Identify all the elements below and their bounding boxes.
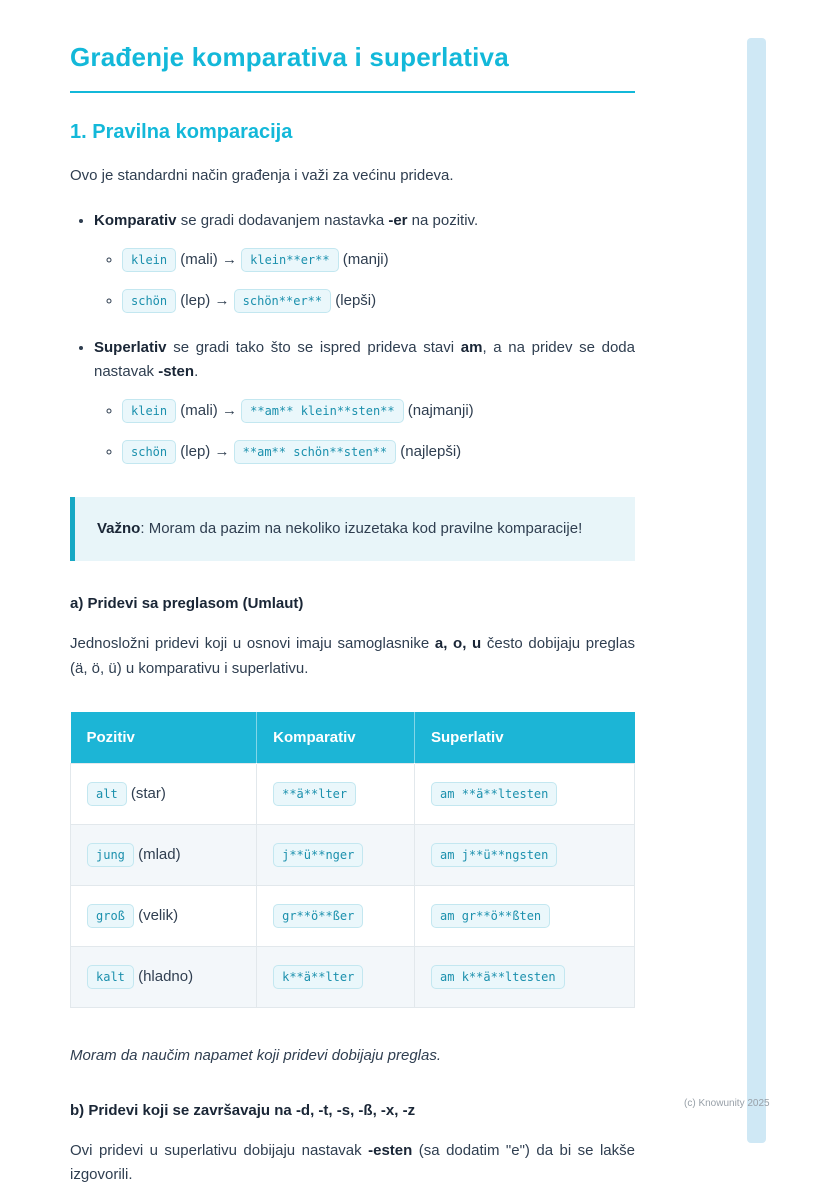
table-cell	[71, 885, 257, 946]
callout-box	[70, 497, 635, 561]
bold-text: -sten	[158, 363, 194, 380]
text-run: (star)	[127, 785, 166, 802]
table-cell	[71, 824, 257, 885]
inline-code: schön	[122, 289, 176, 313]
text-run: .	[194, 363, 198, 380]
inline-code: am gr**ö**ßten	[431, 904, 550, 928]
callout-text	[97, 516, 613, 542]
text-run: na pozitiv.	[408, 212, 479, 229]
comparison-table	[70, 712, 635, 1008]
list-item-komparativ	[94, 209, 635, 316]
table-cell	[257, 946, 415, 1007]
text-run: : Moram da pazim na nekoliko izuzetaka kod pravilne komparacije!	[140, 520, 582, 537]
inline-code: schön**er**	[234, 289, 331, 313]
inline-code: kalt	[87, 965, 134, 989]
table-header-cell: Superlativ	[415, 712, 635, 764]
inline-code: j**ü**nger	[273, 843, 363, 867]
table-header-cell: Pozitiv	[71, 712, 257, 764]
table-row	[71, 763, 635, 824]
text-run: (mali) →	[176, 402, 241, 419]
inline-code: klein	[122, 248, 176, 272]
table-cell	[257, 885, 415, 946]
inline-code: k**ä**lter	[273, 965, 363, 989]
bold-text: Važno	[97, 520, 140, 537]
bold-text: Superlativ	[94, 339, 167, 356]
inline-code: groß	[87, 904, 134, 928]
inline-code: jung	[87, 843, 134, 867]
table-cell	[257, 763, 415, 824]
list-item	[122, 397, 635, 426]
table-header-cell: Komparativ	[257, 712, 415, 764]
list-item	[122, 246, 635, 275]
table-row	[71, 824, 635, 885]
text-run: Jednosložni pridevi koji u osnovi imaju samoglasnike	[70, 635, 435, 652]
inline-code: gr**ö**ßer	[273, 904, 363, 928]
list-item	[122, 287, 635, 316]
inline-code: **ä**lter	[273, 782, 356, 806]
inline-code: **am** klein**sten**	[241, 399, 404, 423]
intro-paragraph: Ovo je standardni način građenja i važi za većinu prideva.	[70, 164, 635, 189]
subsection-b-heading: b) Pridevi koji se završavaju na -d, -t, -s, -ß, -x, -z	[70, 1102, 635, 1119]
section-1-heading: 1. Pravilna komparacija	[70, 121, 635, 144]
page-title: Građenje komparativa i superlativa	[70, 42, 635, 93]
example-text	[122, 292, 376, 309]
text-run: (najlepši)	[396, 443, 461, 460]
subsection-a-heading: a) Pridevi sa preglasom (Umlaut)	[70, 595, 635, 612]
text-run: (lep) →	[176, 292, 234, 309]
table-cell	[415, 763, 635, 824]
text-run: često dobijaju preglas (ä, ö, ü) u komparativu i superlativu.	[70, 635, 635, 677]
text-run: se gradi dodavanjem nastavka	[177, 212, 389, 229]
example-text	[122, 402, 474, 419]
inline-code: am k**ä**ltesten	[431, 965, 565, 989]
text-run: , a na pridev se doda nastavak	[94, 339, 635, 380]
example-text	[122, 443, 461, 460]
inline-code: **am** schön**sten**	[234, 440, 397, 464]
list-item-text	[94, 339, 635, 380]
text-run: (mlad)	[134, 846, 181, 863]
text-run: (sa dodatim "e") da bi se lakše izgovorili.	[70, 1142, 635, 1184]
table-row	[71, 885, 635, 946]
bold-text: am	[461, 339, 483, 356]
bold-text: -esten	[368, 1142, 412, 1159]
subsection-a-paragraph	[70, 632, 635, 682]
inline-code: am **ä**ltesten	[431, 782, 557, 806]
table-row	[71, 946, 635, 1007]
bold-text: -er	[388, 212, 407, 229]
list-item-text	[94, 212, 478, 229]
inline-code: klein**er**	[241, 248, 338, 272]
text-run: (manji)	[339, 251, 389, 268]
rules-list	[70, 209, 635, 467]
text-run: Ovi pridevi u superlativu dobijaju nastavak	[70, 1142, 368, 1159]
list-item	[122, 438, 635, 467]
inline-code: klein	[122, 399, 176, 423]
text-run: (mali) →	[176, 251, 241, 268]
inline-code: schön	[122, 440, 176, 464]
text-run: (hladno)	[134, 968, 193, 985]
table-header-row	[71, 712, 635, 764]
text-run: se gradi tako što se ispred prideva stavi	[167, 339, 461, 356]
table-cell	[415, 824, 635, 885]
text-run: (velik)	[134, 907, 178, 924]
examples-list	[94, 397, 635, 467]
table-cell	[71, 763, 257, 824]
inline-code: am j**ü**ngsten	[431, 843, 557, 867]
text-run: (lepši)	[331, 292, 376, 309]
table-cell	[415, 946, 635, 1007]
table-cell	[415, 885, 635, 946]
subsection-b-paragraph	[70, 1139, 635, 1188]
text-run: (najmanji)	[404, 402, 474, 419]
bold-text: a, o, u	[435, 635, 481, 652]
table-cell	[71, 946, 257, 1007]
example-text	[122, 251, 389, 268]
list-item-superlativ	[94, 336, 635, 467]
table-cell	[257, 824, 415, 885]
reminder-note: Moram da naučim napamet koji pridevi dobijaju preglas.	[70, 1044, 635, 1068]
examples-list	[94, 246, 635, 316]
bold-text: Komparativ	[94, 212, 177, 229]
inline-code: alt	[87, 782, 127, 806]
page-edge-strip	[747, 38, 766, 1143]
document-content	[70, 42, 635, 1188]
copyright: (c) Knowunity 2025	[684, 1098, 770, 1109]
text-run: (lep) →	[176, 443, 234, 460]
